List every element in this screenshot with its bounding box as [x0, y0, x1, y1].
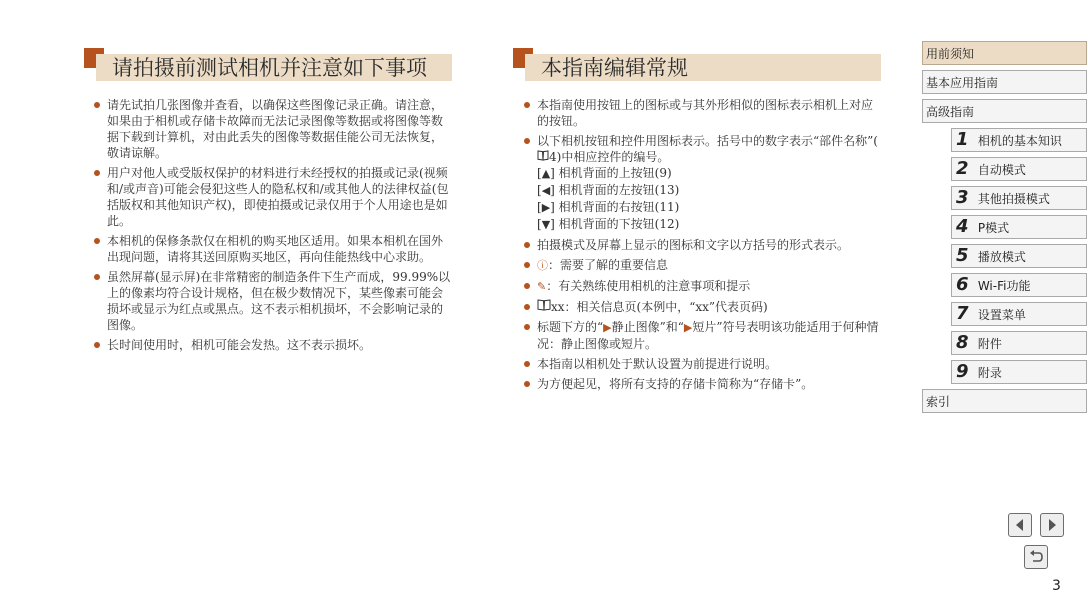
play-triangle-icon: ▶	[603, 321, 612, 334]
nav-chapter-8[interactable]: 8 附件	[951, 331, 1087, 355]
prev-arrow-icon	[1009, 514, 1031, 536]
nav-chapter-1[interactable]: 1 相机的基本知识	[951, 128, 1087, 152]
nav-chapter-4[interactable]: 4 P模式	[951, 215, 1087, 239]
list-item: 为方便起见，将所有支持的存储卡简称为“存储卡”。	[522, 376, 884, 392]
play-triangle-icon: ▶	[683, 321, 693, 334]
book-icon	[537, 150, 549, 164]
list-item: 本指南以相机处于默认设置为前提进行说明。	[522, 356, 884, 372]
nav-chapter-2[interactable]: 2 自动模式	[951, 157, 1087, 181]
return-arrow-icon	[1025, 546, 1047, 568]
list-item: ⓘ：需要了解的重要信息	[522, 257, 884, 274]
down-arrow-icon: ▼	[541, 218, 551, 231]
list-item: 标题下方的“▶静止图像”和“▶短片”符号表明该功能适用于何种情况：静止图像或短片。	[522, 319, 884, 352]
nav-chapter-6[interactable]: 6 Wi-Fi功能	[951, 273, 1087, 297]
nav-chapter-9[interactable]: 9 附录	[951, 360, 1087, 384]
sidebar-nav	[922, 41, 1087, 418]
nav-before-use[interactable]: 用前须知	[922, 41, 1087, 65]
nav-chapter-3[interactable]: 3 其他拍摄模式	[951, 186, 1087, 210]
list-item: 长时间使用时，相机可能会发热。这不表示损坏。	[92, 337, 452, 353]
left-arrow-icon: ◀	[541, 184, 551, 197]
important-icon: ⓘ	[537, 259, 548, 272]
list-item: xx：相关信息页(本例中，“xx”代表页码)	[522, 299, 884, 315]
nav-chapter-7[interactable]: 7 设置菜单	[951, 302, 1087, 326]
button-legend-up: [▲] 相机背面的上按钮(9)	[537, 166, 672, 180]
list-item: 用户对他人或受版权保护的材料进行未经授权的拍摄或记录(视频和/或声音)可能会侵犯这些人的隐私权和/或其他人的法律权益(包括版权和其他知识产权)，即使拍摄或记录仅用于个人用途也是如此。	[92, 165, 452, 229]
left-bullet-list	[92, 97, 452, 357]
nav-chapter-5[interactable]: 5 播放模式	[951, 244, 1087, 268]
nav-index[interactable]: 索引	[922, 389, 1087, 413]
list-item: ✎：有关熟练使用相机的注意事项和提示	[522, 278, 884, 295]
right-section-title: 本指南编辑常规	[541, 56, 688, 80]
button-legend-down: [▼] 相机背面的下按钮(12)	[537, 217, 680, 231]
list-item: 本指南使用按钮上的图标或与其外形相似的图标表示相机上对应的按钮。	[522, 97, 884, 129]
right-bullet-list	[522, 97, 884, 396]
page-navigation	[1008, 513, 1066, 573]
next-arrow-icon	[1041, 514, 1063, 536]
nav-advanced-guide[interactable]: 高级指南	[922, 99, 1087, 123]
list-item: 拍摄模式及屏幕上显示的图标和文字以方括号的形式表示。	[522, 237, 884, 253]
back-button[interactable]	[1024, 545, 1048, 569]
button-legend-right: [▶] 相机背面的右按钮(11)	[537, 200, 680, 214]
left-section-header	[84, 50, 452, 82]
prev-page-button[interactable]	[1008, 513, 1032, 537]
list-item: 虽然屏幕(显示屏)在非常精密的制造条件下生产而成，99.99%以上的像素均符合设计规格，但在极少数情况下，某些像素可能会损坏或显示为红点或黑点。这不表示相机损坏，不会影响记录的图像。	[92, 269, 452, 333]
page-number: 3	[1052, 578, 1061, 594]
list-item: 本相机的保修条款仅在相机的购买地区适用。如果本相机在国外出现问题，请将其送回原购买地区，再向佳能热线中心求助。	[92, 233, 452, 265]
up-arrow-icon: ▲	[541, 167, 551, 180]
button-legend-left: [◀] 相机背面的左按钮(13)	[537, 183, 680, 197]
right-section-header	[513, 50, 881, 82]
book-icon	[537, 300, 551, 314]
pencil-tip-icon: ✎	[537, 280, 547, 293]
nav-basic-guide[interactable]: 基本应用指南	[922, 70, 1087, 94]
next-page-button[interactable]	[1040, 513, 1064, 537]
list-item: 请先试拍几张图像并查看，以确保这些图像记录正确。请注意，如果由于相机或存储卡故障而无法记录图像等数据或将图像等数据下载到计算机，对由此丢失的图像等数据佳能公司无法恢复，敬请谅解。	[92, 97, 452, 161]
right-arrow-icon: ▶	[541, 201, 551, 214]
left-section-title: 请拍摄前测试相机并注意如下事项	[112, 56, 427, 80]
list-item: 以下相机按钮和控件用图标表示。括号中的数字表示“部件名称”(4)中相应控件的编号。 [▲] 相机背面的上按钮(9) [◀] 相机背面的左按钮(13) [▶] 相机背面的右按钮(11) [▼] 相机背面的下按钮(12)	[522, 133, 884, 233]
